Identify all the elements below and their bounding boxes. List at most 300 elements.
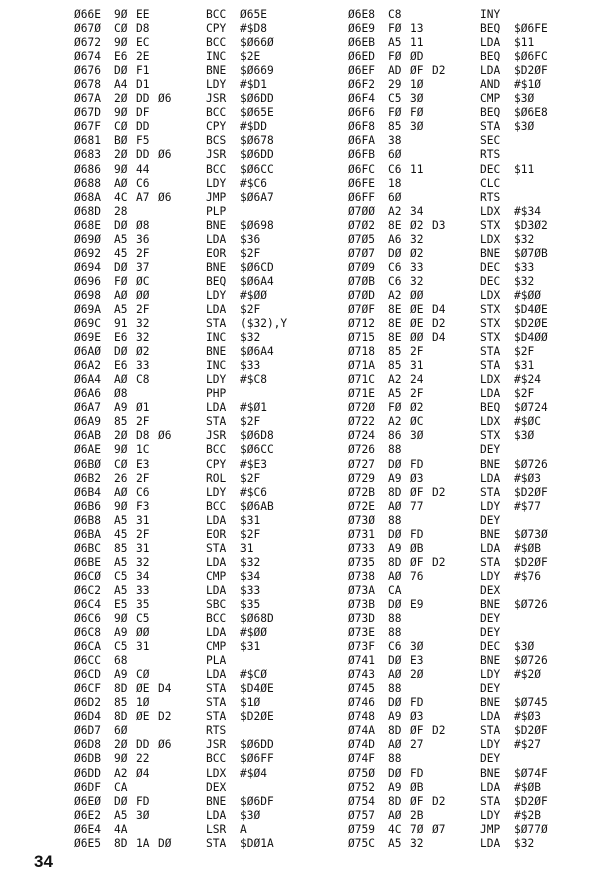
byte-1: AØ [114, 485, 128, 499]
mnemonic: LDA [206, 401, 227, 415]
mnemonic: BCC [206, 106, 227, 120]
byte-1: A5 [114, 232, 128, 246]
byte-1: 38 [388, 134, 402, 148]
mnemonic: LDY [480, 668, 501, 682]
byte-2: 32 [136, 555, 150, 569]
byte-1: A2 [388, 288, 402, 302]
address: Ø748 [348, 710, 375, 724]
byte-1: 6Ø [388, 190, 402, 204]
byte-1: 45 [114, 246, 128, 260]
operand: #$C8 [240, 373, 267, 387]
byte-2: 7Ø [410, 822, 424, 836]
address: Ø7Ø2 [348, 218, 375, 232]
byte-1: E5 [114, 597, 128, 611]
mnemonic: STX [480, 218, 501, 232]
byte-1: 4A [114, 822, 128, 836]
byte-2: ØØ [410, 288, 424, 302]
byte-2: ØF [410, 794, 424, 808]
address: Ø6ED [348, 50, 375, 64]
byte-2: 32 [410, 274, 424, 288]
mnemonic: DEC [480, 274, 501, 288]
byte-2: D1 [136, 78, 150, 92]
operand: #$C6 [240, 485, 267, 499]
byte-1: 8D [114, 682, 128, 696]
mnemonic: LDX [480, 232, 501, 246]
byte-3: D2 [432, 724, 446, 738]
address: Ø7Ø5 [348, 232, 375, 246]
byte-2: FD [410, 696, 424, 710]
address: Ø688 [74, 176, 101, 190]
address: Ø6A4 [74, 373, 101, 387]
address: Ø6D4 [74, 710, 101, 724]
byte-2: FD [410, 457, 424, 471]
address: Ø6A2 [74, 359, 101, 373]
address: Ø683 [74, 148, 101, 162]
address: Ø6DD [74, 766, 101, 780]
byte-1: A5 [114, 513, 128, 527]
byte-2: Ø2 [410, 401, 424, 415]
mnemonic: LDA [206, 302, 227, 316]
byte-1: 2Ø [114, 429, 128, 443]
operand: $Ø6A4 [240, 274, 274, 288]
byte-2: 34 [410, 204, 424, 218]
address: Ø6F4 [348, 92, 375, 106]
byte-1: AØ [388, 808, 402, 822]
address: Ø6B8 [74, 513, 101, 527]
mnemonic: LDY [480, 738, 501, 752]
byte-1: E6 [114, 331, 128, 345]
address: Ø733 [348, 541, 375, 555]
byte-3: D2 [432, 555, 446, 569]
byte-2: DD [136, 738, 150, 752]
address: Ø676 [74, 64, 101, 78]
address: Ø71E [348, 387, 375, 401]
mnemonic: DEC [480, 162, 501, 176]
byte-2: FD [136, 794, 150, 808]
address: Ø68D [74, 204, 101, 218]
mnemonic: BNE [206, 794, 227, 808]
byte-1: C5 [114, 640, 128, 654]
address: Ø7ØD [348, 288, 375, 302]
byte-2: 32 [136, 331, 150, 345]
address: Ø71C [348, 373, 375, 387]
mnemonic: STA [480, 359, 501, 373]
byte-1: CA [388, 583, 402, 597]
address: Ø6FC [348, 162, 375, 176]
operand: $36 [240, 232, 261, 246]
address: Ø73D [348, 612, 375, 626]
byte-1: A2 [114, 766, 128, 780]
byte-2: C6 [136, 176, 150, 190]
byte-2: FD [410, 527, 424, 541]
operand: #$ØB [514, 780, 541, 794]
address: Ø746 [348, 696, 375, 710]
mnemonic: BNE [480, 766, 501, 780]
byte-2: ØE [136, 710, 150, 724]
operand: #$2Ø [514, 668, 541, 682]
address: Ø722 [348, 415, 375, 429]
byte-3: Ø6 [158, 190, 172, 204]
operand: $D2ØE [514, 317, 548, 331]
byte-1: C6 [388, 260, 402, 274]
address: Ø754 [348, 794, 375, 808]
mnemonic: STX [480, 331, 501, 345]
byte-2: 32 [136, 317, 150, 331]
byte-2: 77 [410, 499, 424, 513]
mnemonic: PHP [206, 387, 227, 401]
address: Ø6AØ [74, 345, 101, 359]
mnemonic: RTS [206, 724, 227, 738]
byte-1: DØ [388, 457, 402, 471]
byte-1: A9 [114, 401, 128, 415]
mnemonic: STA [206, 682, 227, 696]
mnemonic: BCC [206, 162, 227, 176]
mnemonic: BEQ [480, 401, 501, 415]
byte-1: AD [388, 64, 402, 78]
byte-1: C5 [388, 92, 402, 106]
byte-1: Ø8 [114, 387, 128, 401]
operand: $D2ØE [240, 710, 274, 724]
operand: $D2ØF [514, 724, 548, 738]
mnemonic: BCC [206, 8, 227, 21]
byte-1: CØ [114, 22, 128, 36]
address: Ø6C4 [74, 597, 101, 611]
byte-1: A5 [388, 387, 402, 401]
byte-1: 88 [388, 626, 402, 640]
operand: #$ØB [514, 541, 541, 555]
address: Ø6E8 [348, 8, 375, 21]
operand: $Ø6D8 [240, 429, 274, 443]
byte-1: DØ [388, 696, 402, 710]
address: Ø6FF [348, 190, 375, 204]
mnemonic: BCC [206, 36, 227, 50]
address: Ø69A [74, 302, 101, 316]
byte-2: 27 [410, 738, 424, 752]
mnemonic: LDA [206, 626, 227, 640]
byte-1: CA [114, 780, 128, 794]
byte-2: Ø2 [410, 246, 424, 260]
byte-1: 26 [114, 471, 128, 485]
byte-2: 3Ø [410, 92, 424, 106]
mnemonic: BCC [206, 443, 227, 457]
byte-1: 8D [388, 485, 402, 499]
byte-1: 8D [114, 836, 128, 850]
operand: $Ø6A4 [240, 345, 274, 359]
mnemonic: STX [480, 429, 501, 443]
byte-2: 2F [410, 345, 424, 359]
address: Ø6AB [74, 429, 101, 443]
byte-2: 76 [410, 569, 424, 583]
address: Ø75C [348, 836, 375, 850]
byte-3: D4 [432, 331, 446, 345]
byte-2: E3 [136, 457, 150, 471]
address: Ø738 [348, 569, 375, 583]
byte-1: E6 [114, 50, 128, 64]
address: Ø6A9 [74, 415, 101, 429]
address: Ø712 [348, 317, 375, 331]
operand: #$CØ [240, 668, 267, 682]
byte-1: 9Ø [114, 106, 128, 120]
byte-2: A7 [136, 190, 150, 204]
address: Ø757 [348, 808, 375, 822]
address: Ø73A [348, 583, 375, 597]
byte-2: DD [136, 92, 150, 106]
address: Ø6C6 [74, 612, 101, 626]
mnemonic: DEY [480, 443, 501, 457]
address: Ø6FB [348, 148, 375, 162]
address: Ø6CA [74, 640, 101, 654]
byte-2: 31 [136, 541, 150, 555]
mnemonic: LDY [206, 288, 227, 302]
mnemonic: STX [480, 302, 501, 316]
mnemonic: DEC [480, 260, 501, 274]
address: Ø672 [74, 36, 101, 50]
mnemonic: DEY [480, 612, 501, 626]
operand: $2F [240, 246, 261, 260]
byte-1: C6 [388, 274, 402, 288]
byte-1: DØ [388, 654, 402, 668]
operand: $Ø6FE [514, 22, 548, 36]
mnemonic: INC [206, 50, 227, 64]
address: Ø6F2 [348, 78, 375, 92]
address: Ø6FA [348, 134, 375, 148]
byte-2: 3Ø [136, 808, 150, 822]
mnemonic: LDA [206, 583, 227, 597]
operand: #$2B [514, 808, 541, 822]
byte-1: 68 [114, 654, 128, 668]
operand: $Ø68D [240, 612, 274, 626]
mnemonic: DEX [480, 583, 501, 597]
mnemonic: SBC [206, 597, 227, 611]
byte-1: C6 [388, 640, 402, 654]
mnemonic: INY [480, 8, 501, 21]
byte-1: DØ [114, 794, 128, 808]
byte-2: F3 [136, 499, 150, 513]
address: Ø692 [74, 246, 101, 260]
byte-3: D2 [432, 64, 446, 78]
byte-1: 85 [388, 345, 402, 359]
byte-2: DD [136, 120, 150, 134]
byte-2: 2F [136, 527, 150, 541]
mnemonic: DEY [480, 513, 501, 527]
byte-1: A2 [388, 204, 402, 218]
operand: $D2ØF [514, 64, 548, 78]
mnemonic: BCC [206, 499, 227, 513]
address: Ø73F [348, 640, 375, 654]
mnemonic: LDY [206, 373, 227, 387]
operand: $32 [514, 232, 535, 246]
byte-1: 88 [388, 752, 402, 766]
operand: $Ø726 [514, 654, 548, 668]
byte-3: D3 [432, 218, 446, 232]
address: Ø74D [348, 738, 375, 752]
operand: A [240, 822, 247, 836]
operand: $3Ø [240, 808, 261, 822]
address: Ø729 [348, 471, 375, 485]
byte-1: A9 [114, 668, 128, 682]
byte-1: 9Ø [114, 36, 128, 50]
mnemonic: BCC [206, 612, 227, 626]
byte-1: AØ [388, 668, 402, 682]
address: Ø698 [74, 288, 101, 302]
mnemonic: BNE [206, 345, 227, 359]
byte-2: 22 [136, 752, 150, 766]
byte-1: A6 [388, 232, 402, 246]
address: Ø735 [348, 555, 375, 569]
byte-1: A9 [388, 471, 402, 485]
operand: #$ØØ [240, 288, 267, 302]
address: Ø6F8 [348, 120, 375, 134]
mnemonic: LDA [480, 36, 501, 50]
byte-2: ØE [410, 302, 424, 316]
operand: $2E [240, 50, 261, 64]
address: Ø66E [74, 8, 101, 21]
operand: #$DD [240, 120, 267, 134]
mnemonic: LDA [480, 387, 501, 401]
address: Ø759 [348, 822, 375, 836]
byte-1: A2 [388, 415, 402, 429]
operand: $2F [240, 302, 261, 316]
byte-2: Ø2 [410, 218, 424, 232]
byte-2: 1C [136, 443, 150, 457]
mnemonic: LSR [206, 822, 227, 836]
address: Ø6D8 [74, 738, 101, 752]
byte-2: ØØ [136, 626, 150, 640]
byte-1: 28 [114, 204, 128, 218]
operand: ($32),Y [240, 317, 288, 331]
address: Ø6B6 [74, 499, 101, 513]
address: Ø6CØ [74, 569, 101, 583]
mnemonic: LDA [480, 780, 501, 794]
operand: #$C6 [240, 176, 267, 190]
byte-2: ØF [410, 724, 424, 738]
mnemonic: BCS [206, 134, 227, 148]
mnemonic: BNE [480, 597, 501, 611]
byte-1: AØ [114, 176, 128, 190]
address: Ø67Ø [74, 22, 101, 36]
operand: $32 [514, 836, 535, 850]
byte-2: E9 [410, 597, 424, 611]
mnemonic: LDA [206, 555, 227, 569]
mnemonic: BNE [480, 457, 501, 471]
mnemonic: BNE [480, 654, 501, 668]
address: Ø69C [74, 317, 101, 331]
mnemonic: LDA [206, 668, 227, 682]
byte-2: ØØ [410, 331, 424, 345]
byte-2: 31 [136, 640, 150, 654]
operand: $Ø73Ø [514, 527, 548, 541]
mnemonic: LDY [206, 485, 227, 499]
byte-2: ØF [410, 485, 424, 499]
operand: $31 [240, 513, 261, 527]
operand: $11 [514, 36, 535, 50]
address: Ø743 [348, 668, 375, 682]
byte-2: F5 [136, 134, 150, 148]
byte-1: E6 [114, 359, 128, 373]
byte-1: DØ [388, 527, 402, 541]
byte-1: CØ [114, 457, 128, 471]
address: Ø71A [348, 359, 375, 373]
byte-2: 2Ø [410, 668, 424, 682]
address: Ø674 [74, 50, 101, 64]
byte-1: AØ [388, 569, 402, 583]
byte-2: Ø3 [410, 471, 424, 485]
byte-2: DF [136, 106, 150, 120]
operand: $Ø6FC [514, 50, 548, 64]
address: Ø6DB [74, 752, 101, 766]
operand: $D2ØF [514, 485, 548, 499]
byte-2: 13 [410, 22, 424, 36]
operand: $35 [240, 597, 261, 611]
byte-2: Ø3 [410, 710, 424, 724]
mnemonic: STA [480, 794, 501, 808]
address: Ø715 [348, 331, 375, 345]
address: Ø694 [74, 260, 101, 274]
address: Ø752 [348, 780, 375, 794]
address: Ø67A [74, 92, 101, 106]
mnemonic: BEQ [480, 50, 501, 64]
byte-3: Ø7 [432, 822, 446, 836]
byte-1: A5 [114, 302, 128, 316]
byte-2: 2F [136, 302, 150, 316]
byte-3: DØ [158, 836, 172, 850]
byte-2: 2F [136, 471, 150, 485]
byte-2: 2B [410, 808, 424, 822]
byte-1: A5 [114, 808, 128, 822]
byte-2: Ø1 [136, 401, 150, 415]
byte-1: AØ [114, 373, 128, 387]
mnemonic: JSR [206, 148, 227, 162]
byte-1: 2Ø [114, 738, 128, 752]
byte-2: 3Ø [410, 429, 424, 443]
byte-1: FØ [114, 274, 128, 288]
byte-2: ØC [410, 415, 424, 429]
mnemonic: PLP [206, 204, 227, 218]
byte-1: AØ [388, 738, 402, 752]
mnemonic: STA [206, 696, 227, 710]
address: Ø6F6 [348, 106, 375, 120]
mnemonic: BEQ [206, 274, 227, 288]
byte-2: 36 [136, 232, 150, 246]
byte-3: D2 [432, 794, 446, 808]
byte-2: E3 [410, 654, 424, 668]
byte-2: FD [410, 766, 424, 780]
address: Ø69Ø [74, 232, 101, 246]
byte-2: 2F [136, 246, 150, 260]
address: Ø69E [74, 331, 101, 345]
byte-2: C5 [136, 612, 150, 626]
address: Ø68E [74, 218, 101, 232]
address: Ø727 [348, 457, 375, 471]
address: Ø6BØ [74, 457, 101, 471]
address: Ø6EB [348, 36, 375, 50]
byte-1: A5 [114, 555, 128, 569]
mnemonic: INC [206, 359, 227, 373]
address: Ø67D [74, 106, 101, 120]
mnemonic: RTS [480, 148, 501, 162]
operand: #$Ø1 [240, 401, 267, 415]
mnemonic: DEY [480, 626, 501, 640]
byte-1: 85 [114, 696, 128, 710]
byte-1: 29 [388, 78, 402, 92]
address: Ø6BC [74, 541, 101, 555]
address: Ø72Ø [348, 401, 375, 415]
byte-3: D2 [432, 317, 446, 331]
byte-3: D4 [432, 302, 446, 316]
byte-2: ØC [136, 274, 150, 288]
operand: #$27 [514, 738, 541, 752]
mnemonic: STA [480, 120, 501, 134]
